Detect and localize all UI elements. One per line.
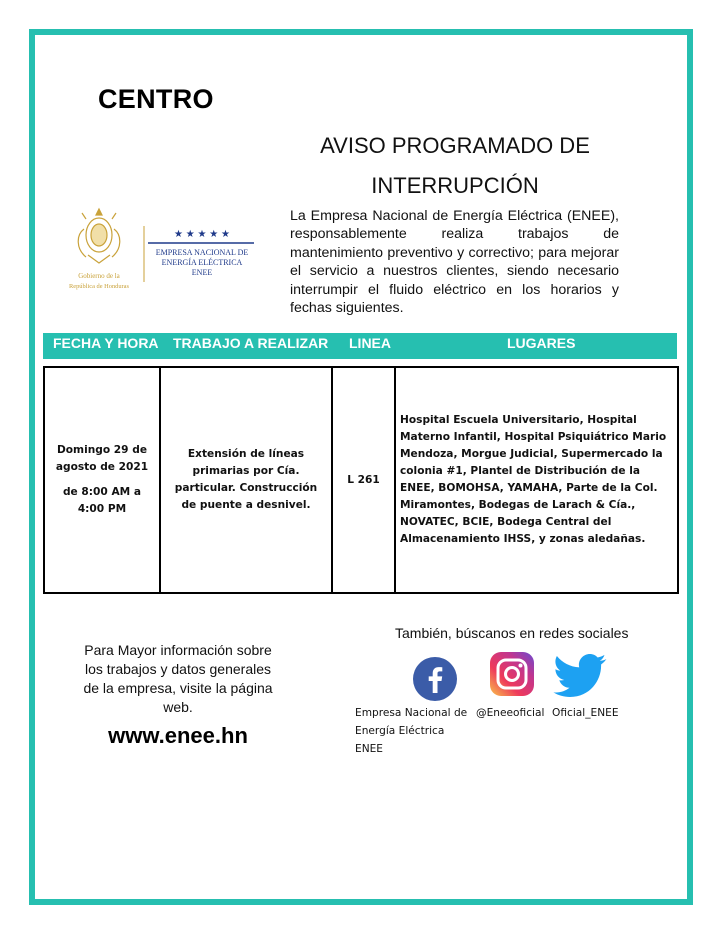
date-text: Domingo 29 de agosto de 2021 — [55, 444, 149, 473]
header-fecha-hora: FECHA Y HORA — [53, 335, 159, 351]
website-link[interactable]: www.enee.hn — [108, 723, 248, 748]
twitter-label: Oficial_ENEE — [552, 707, 619, 719]
instagram-label: @Eneeoficial — [476, 707, 545, 719]
header-trabajo: TRABAJO A REALIZAR — [173, 335, 329, 351]
enee-logo-stars: ★ ★ ★ ★ ★ — [174, 229, 230, 240]
work-text: Extensión de líneas primarias por Cía. particular. Construcción de puente a desnivel. — [174, 448, 318, 511]
government-logo-text-2: República de Honduras — [69, 283, 129, 290]
notice-title-line-2: INTERRUPCIÓN — [371, 173, 539, 198]
government-logo — [58, 205, 140, 295]
table-header — [43, 333, 677, 359]
cell-work — [161, 368, 333, 592]
cell-date-time — [45, 368, 161, 592]
twitter-icon[interactable] — [553, 654, 607, 698]
facebook-label: Empresa Nacional de Energía Eléctrica ENEE — [355, 707, 468, 755]
enee-logo-text-3: ENEE — [191, 268, 213, 277]
header-linea: LINEA — [349, 335, 391, 351]
line-text: L 261 — [347, 473, 380, 486]
more-info-text: Para Mayor información sobre los trabajos y datos generales de la empresa, visite la página web. — [83, 642, 273, 715]
notice-title-line-1: AVISO PROGRAMADO DE — [320, 133, 590, 158]
social-heading: También, búscanos en redes sociales — [395, 625, 629, 641]
enee-logo-text-1: EMPRESA NACIONAL DE — [155, 248, 249, 257]
table-row — [43, 366, 679, 594]
region-title: CENTRO — [98, 84, 214, 114]
intro-paragraph: La Empresa Nacional de Energía Eléctrica (ENEE), responsablemente realiza trabajos de mantenimiento preventivo y correctivo; para mejorar el servicio a nuestros clientes, siendo necesario interrumpir el fluido eléctrico en los horarios y fechas siguientes. — [290, 208, 619, 317]
notice-title — [290, 126, 620, 206]
enee-logo-text-2: ENERGÍA ELÉCTRICA — [161, 258, 243, 267]
enee-logo — [140, 222, 258, 288]
time-text: de 8:00 AM a 4:00 PM — [62, 486, 142, 515]
facebook-icon[interactable] — [413, 657, 457, 701]
instagram-icon[interactable] — [489, 651, 535, 697]
cell-places — [396, 368, 677, 592]
cell-line — [333, 368, 396, 592]
places-text: Hospital Escuela Universitario, Hospital Materno Infantil, Hospital Psiquiátrico Mario Mendoza, Morgue Judicial, Supermercado la colonia #1, Plantel de Distribución de la ENEE, BOMOHSA, YAMAHA, Parte de la Col. Miramontes, Bodegas de Larach & Cía., NOVATEC, BCIE, Bodega Central del Almacenamiento IHSS, y zonas aledañas. — [400, 414, 667, 545]
header-lugares: LUGARES — [507, 335, 576, 351]
government-logo-text-1: Gobierno de la — [78, 272, 120, 280]
